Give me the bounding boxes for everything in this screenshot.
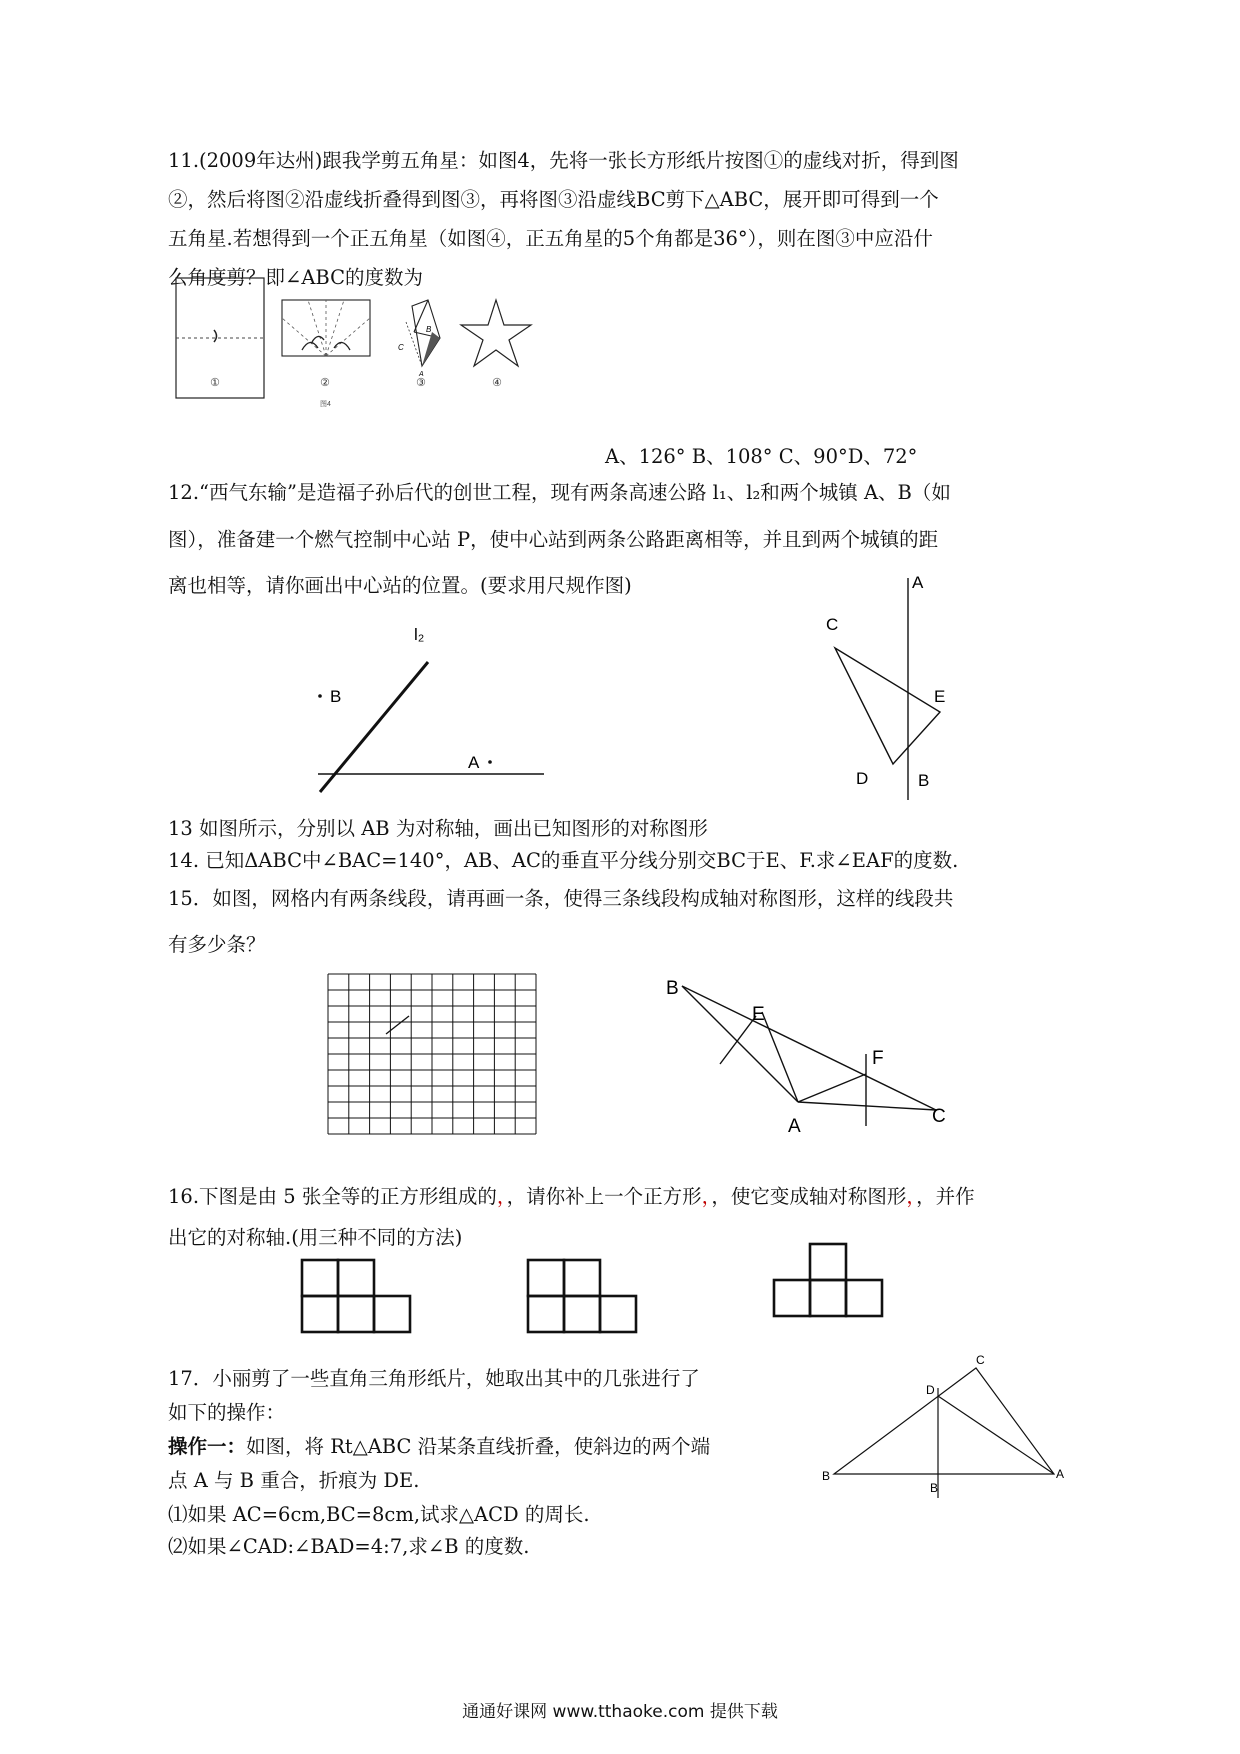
fig1-caption: ① xyxy=(210,377,220,389)
label-town-b: B xyxy=(330,687,342,706)
fig3-label-a: A xyxy=(419,371,424,378)
q16-shape-3 xyxy=(772,1242,892,1322)
q14-text: 14. 已知ΔABC中∠BAC=140°，AB、AC的垂直平分线分别交BC于E、F.求∠EAF的度数. xyxy=(168,849,959,872)
label-town-a: A xyxy=(468,753,480,772)
fold-arrow-icon xyxy=(214,330,217,342)
town-a-point xyxy=(488,760,492,764)
highway-l2 xyxy=(320,662,428,792)
label-b-bottom: B xyxy=(930,1481,939,1495)
q11-figure xyxy=(170,270,570,470)
q15-line-2: 有多少条？ xyxy=(168,933,266,956)
q13-text: 13 如图所示，分别以 AB 为对称轴，画出已知图形的对称图形 xyxy=(168,817,708,840)
q16-line-1: 16.下图是由 5 张全等的正方形组成的，，请你补上一个正方形，，使它变成轴对称图形，，并作 xyxy=(168,1185,975,1208)
fig3-caption: ③ xyxy=(416,377,426,389)
q15-grid-figure xyxy=(326,972,540,1138)
fig3-label-b: B xyxy=(426,325,432,334)
q12-line-1: 12.“西气东输”是造福子孙后代的创世工程，现有两条高速公路 l₁、l₂和两个城镇 A、B（如 xyxy=(168,481,951,504)
q11-options: A、126° B、108° C、90°D、72° xyxy=(605,445,918,468)
label-d: D xyxy=(856,769,869,788)
label-f: F xyxy=(872,1048,884,1069)
q17-line-4: 点 A 与 B 重合，折痕为 DE. xyxy=(168,1469,420,1492)
label-d: D xyxy=(926,1383,935,1397)
grid-segment-1 xyxy=(386,1016,409,1034)
label-c: C xyxy=(932,1106,946,1127)
fig4-star xyxy=(461,300,531,366)
triangle-cde xyxy=(835,648,940,764)
q11-line-4: 么角度剪？即∠ABC的度数为 xyxy=(168,266,424,289)
operation-label: 操作一： xyxy=(168,1435,247,1458)
q17-line-6: ⑵如果∠CAD:∠BAD=4:7,求∠B 的度数. xyxy=(168,1535,530,1558)
q11-line-1: 11.(2009年达州)跟我学剪五角星：如图4，先将一张长方形纸片按图①的虚线对折，得到图 xyxy=(168,149,959,172)
q16-shape-1 xyxy=(300,1258,420,1338)
fig3-label-c: C xyxy=(398,343,404,352)
q12-figure xyxy=(300,610,560,810)
q15-line-1: 15．如图，网格内有两条线段，请再画一条，使得三条线段构成轴对称图形，这样的线段共 xyxy=(168,887,954,910)
fig2-caption: ② xyxy=(320,377,330,389)
label-b-left: B xyxy=(822,1469,831,1483)
label-e: E xyxy=(752,1004,765,1025)
label-c: C xyxy=(826,615,839,634)
label-b: B xyxy=(666,978,679,999)
q11-line-3: 五角星.若想得到一个正五角星（如图④，正五角星的5个角都是36°），则在图③中应沿什 xyxy=(168,227,933,250)
q12-line-3: 离也相等，请你画出中心站的位置。(要求用尺规作图) xyxy=(168,574,632,597)
town-b-point xyxy=(318,694,322,698)
q13-figure xyxy=(820,570,970,810)
label-a: A xyxy=(788,1116,801,1137)
q17-line-1: 17．小丽剪了一些直角三角形纸片，她取出其中的几张进行了 xyxy=(168,1367,700,1390)
label-a: A xyxy=(1056,1467,1065,1481)
label-l2: l₂ xyxy=(414,625,425,644)
label-e: E xyxy=(934,687,946,706)
q14-figure xyxy=(660,972,960,1142)
q17-figure xyxy=(820,1350,1070,1510)
q17-line-5: ⑴如果 AC=6cm,BC=8cm,试求△ACD 的周长. xyxy=(168,1503,590,1526)
q16-line-2: 出它的对称轴.(用三种不同的方法) xyxy=(168,1226,463,1249)
q12-line-2: 图），准备建一个燃气控制中心站 P，使中心站到两条公路距离相等，并且到两个城镇的距 xyxy=(168,528,939,551)
label-a: A xyxy=(912,573,924,592)
q17-line-2: 如下的操作： xyxy=(168,1401,286,1424)
page-footer: 通通好课网 www.tthaoke.com 提供下载 xyxy=(462,1702,778,1722)
figure-4-caption: 图4 xyxy=(320,401,331,408)
q16-shape-2 xyxy=(526,1258,646,1338)
fig4-caption: ④ xyxy=(492,377,502,389)
q11-line-2: ②，然后将图②沿虚线折叠得到图③，再将图③沿虚线BC剪下△ABC，展开即可得到一个 xyxy=(168,188,939,211)
q17-line-3: 操作一：如图，将 Rt△ABC 沿某条直线折叠，使斜边的两个端 xyxy=(168,1435,711,1458)
label-c: C xyxy=(976,1353,985,1367)
label-b: B xyxy=(918,771,930,790)
